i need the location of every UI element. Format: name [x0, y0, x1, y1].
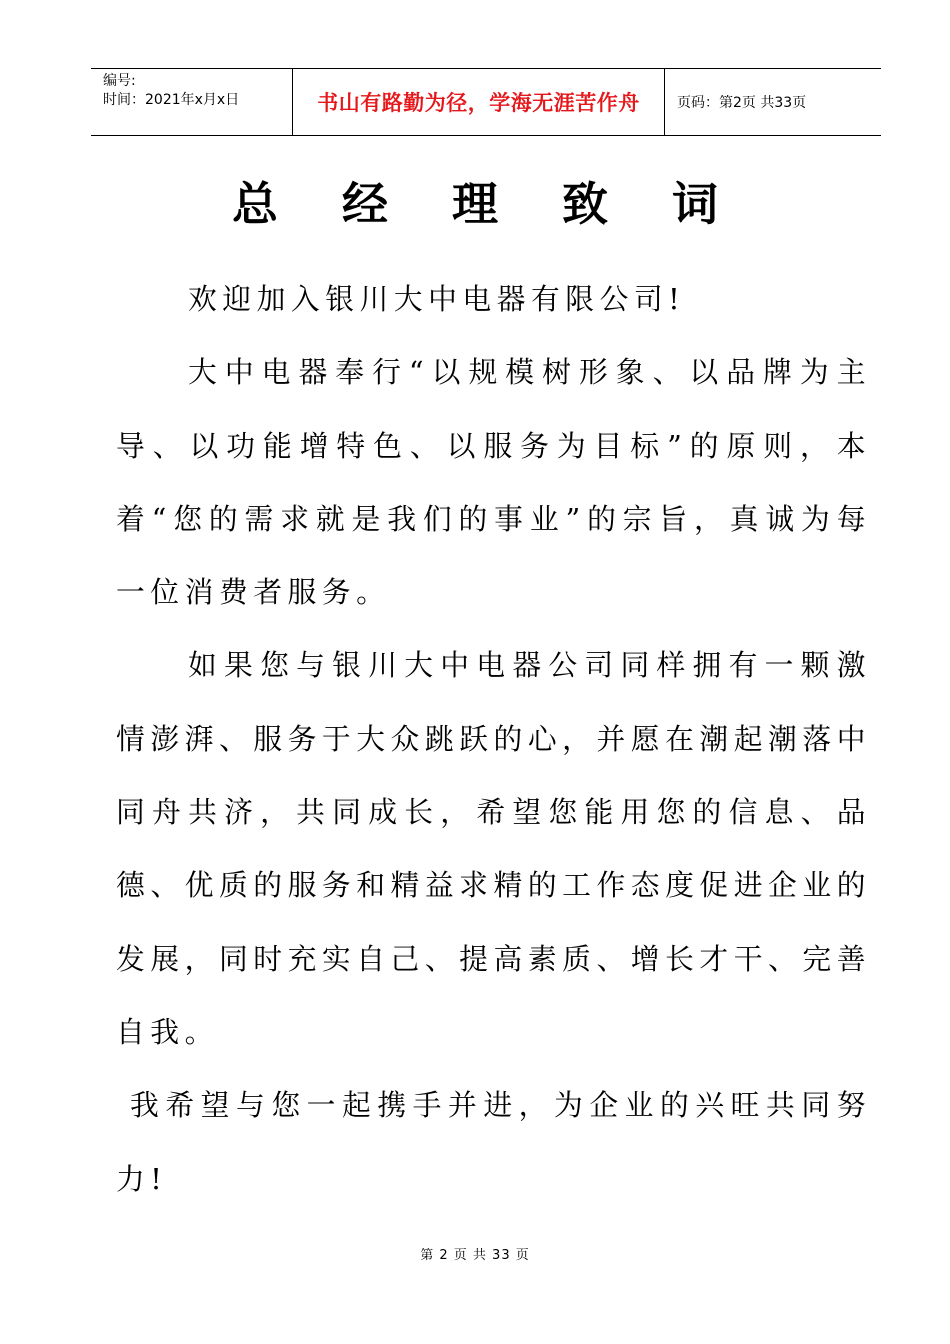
header-code-label: 编号: — [103, 73, 136, 89]
page-footer: 第 2 页 共 33 页 — [420, 1248, 530, 1263]
page-header — [91, 68, 881, 136]
header-time-label: 时间：2021年x月x日 — [103, 92, 240, 108]
document-title: 总 经 理 致 词 — [231, 177, 743, 231]
header-motto: 书山有路勤为径，学海无涯苦作舟 — [293, 69, 665, 135]
document-body — [116, 263, 871, 1216]
paragraph-closing: 我希望与您一起携手并进，为企业的兴旺共同努力! — [116, 1088, 871, 1196]
header-meta — [91, 69, 293, 135]
header-page-label: 页码：第2页 共33页 — [677, 95, 807, 111]
paragraph-welcome: 欢迎加入银川大中电器有限公司! — [188, 282, 686, 316]
paragraph-invitation: 如果您与银川大中电器公司同样拥有一颗激情澎湃、服务于大众跳跃的心，并愿在潮起潮落中同舟共济，共同成长，希望您能用您的信息、品德、优质的服务和精益求精的工作态度促进企业的发展，同时充实自己、提高素质、增长才干、完善自我。 — [116, 648, 871, 1049]
paragraph-principles: 大中电器奉行“以规模树形象、以品牌为主导、以功能增特色、以服务为目标”的原则，本着“您的需求就是我们的事业”的宗旨，真诚为每一位消费者服务。 — [116, 355, 871, 610]
